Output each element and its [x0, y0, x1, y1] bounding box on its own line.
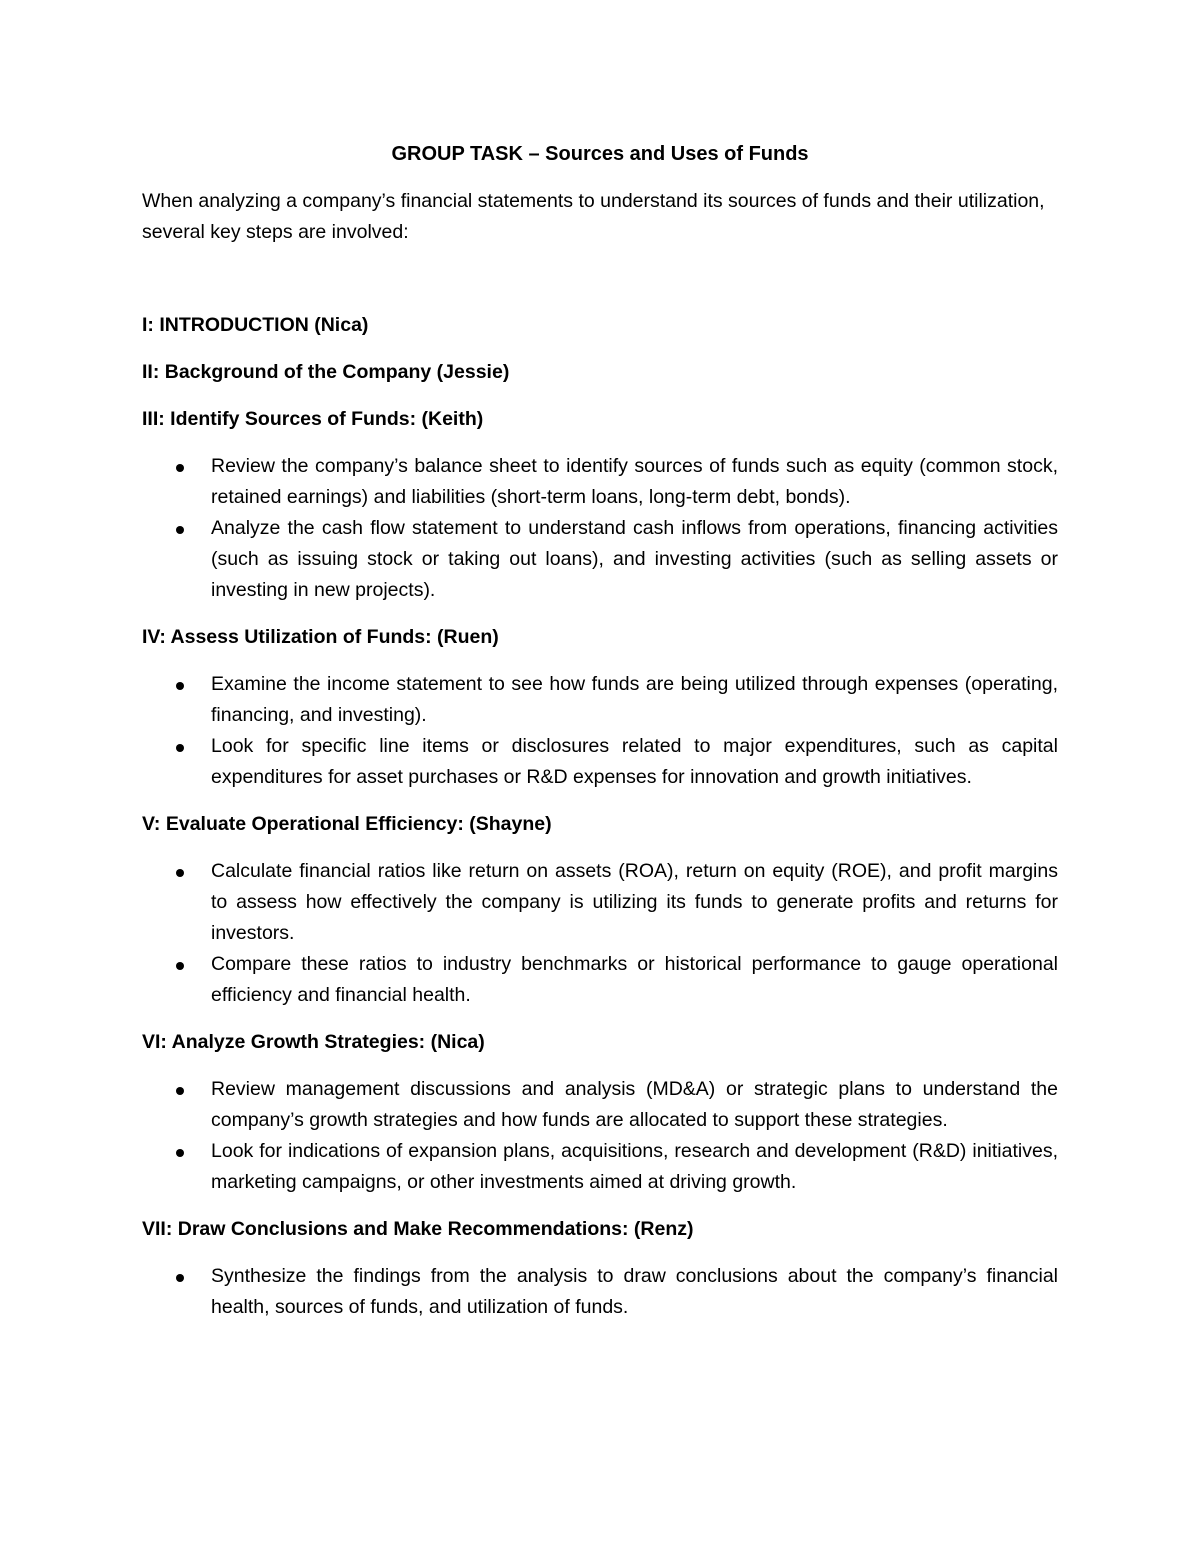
- section-heading-efficiency: V: Evaluate Operational Efficiency: (Shayne): [142, 813, 552, 835]
- bullet-text: Look for specific line items or disclosures related to major expenditures, such as capital expenditures for asset purchases or R&D expenses for innovation and growth initiatives.: [211, 735, 1058, 788]
- efficiency-bullet-list: [142, 856, 1058, 1011]
- bullet-icon: [176, 682, 184, 690]
- bullet-icon: [176, 744, 184, 752]
- bullet-icon: [176, 1087, 184, 1095]
- bullet-text: Examine the income statement to see how funds are being utilized through expenses (operating, financing, and investing).: [211, 673, 1058, 726]
- document-title: GROUP TASK – Sources and Uses of Funds: [391, 143, 809, 165]
- section-heading-conclusions: VII: Draw Conclusions and Make Recommendations: (Renz): [142, 1218, 694, 1240]
- bullet-icon: [176, 526, 184, 534]
- list-item: [142, 1074, 1058, 1136]
- section-heading-growth: VI: Analyze Growth Strategies: (Nica): [142, 1031, 485, 1053]
- conclusions-bullet-list: [142, 1261, 1058, 1323]
- bullet-icon: [176, 1274, 184, 1282]
- bullet-text: Review management discussions and analysis (MD&A) or strategic plans to understand the company’s growth strategies and how funds are allocated to support these strategies.: [211, 1078, 1058, 1131]
- bullet-text: Synthesize the findings from the analysis to draw conclusions about the company’s financial health, sources of funds, and utilization of funds.: [211, 1265, 1058, 1318]
- bullet-text: Calculate financial ratios like return on assets (ROA), return on equity (ROE), and profit margins to assess how effectively the company is utilizing its funds to generate profits and returns for investors.: [211, 860, 1058, 944]
- intro-paragraph: When analyzing a company’s financial statements to understand its sources of funds and their utilization, several key steps are involved:: [142, 190, 1045, 243]
- growth-bullet-list: [142, 1074, 1058, 1198]
- list-item: [142, 1136, 1058, 1198]
- section-heading-utilization: IV: Assess Utilization of Funds: (Ruen): [142, 626, 499, 648]
- bullet-icon: [176, 1149, 184, 1157]
- bullet-text: Compare these ratios to industry benchmarks or historical performance to gauge operational efficiency and financial health.: [211, 953, 1058, 1006]
- list-item: [142, 949, 1058, 1011]
- list-item: [142, 451, 1058, 513]
- section-heading-introduction: I: INTRODUCTION (Nica): [142, 314, 369, 336]
- bullet-text: Review the company’s balance sheet to identify sources of funds such as equity (common stock, retained earnings) and liabilities (short-term loans, long-term debt, bonds).: [211, 455, 1058, 508]
- section-heading-sources: III: Identify Sources of Funds: (Keith): [142, 408, 484, 430]
- bullet-icon: [176, 464, 184, 472]
- bullet-text: Look for indications of expansion plans, acquisitions, research and development (R&D) initiatives, marketing campaigns, or other investments aimed at driving growth.: [211, 1140, 1058, 1193]
- list-item: [142, 731, 1058, 793]
- bullet-text: Analyze the cash flow statement to understand cash inflows from operations, financing activities (such as issuing stock or taking out loans), and investing activities (such as selling assets or investing in new projects).: [211, 517, 1058, 601]
- section-heading-background: II: Background of the Company (Jessie): [142, 361, 510, 383]
- list-item: [142, 513, 1058, 606]
- sources-bullet-list: [142, 451, 1058, 606]
- list-item: [142, 669, 1058, 731]
- bullet-icon: [176, 962, 184, 970]
- list-item: [142, 1261, 1058, 1323]
- bullet-icon: [176, 869, 184, 877]
- utilization-bullet-list: [142, 669, 1058, 793]
- list-item: [142, 856, 1058, 949]
